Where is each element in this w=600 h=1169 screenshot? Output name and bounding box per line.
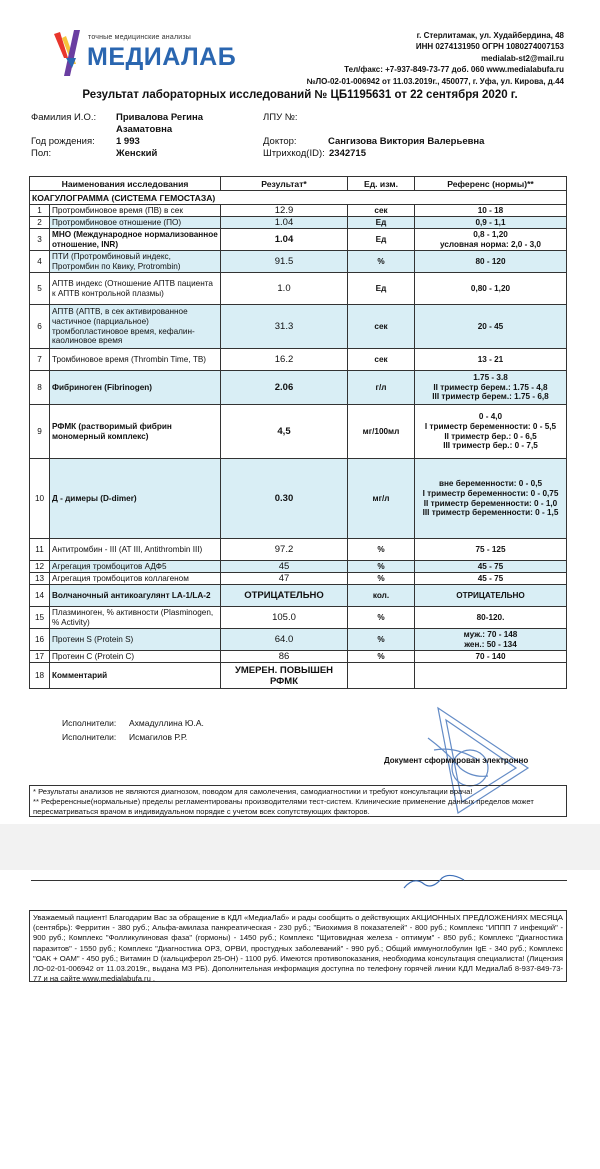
table-row	[30, 459, 567, 539]
column-header-name: Наименования исследования	[30, 177, 221, 191]
test-name: Д - димеры (D-dimer)	[50, 459, 221, 539]
test-name: АПТВ индекс (Отношение АПТВ пациента к АПТВ контрольной плазмы)	[50, 273, 221, 305]
row-number: 2	[30, 217, 50, 229]
sex-value: Женский	[116, 148, 158, 159]
test-result: 16.2	[221, 349, 348, 371]
test-reference: 0 - 4,0 I триместр беременности: 0 - 5,5 II триместр бер.: 0 - 6,5 III триместр бер.: 0 - 7,5	[415, 405, 567, 459]
test-unit: мг/100мл	[348, 405, 415, 459]
fio-value	[116, 112, 203, 136]
logo-name: МЕДИАЛАБ	[87, 43, 237, 71]
test-result: 1.04	[221, 229, 348, 251]
row-number: 8	[30, 371, 50, 405]
executor-line	[62, 716, 204, 730]
address-line: ИНН 0274131950 ОГРН 1080274007153	[415, 42, 564, 52]
table-row	[30, 349, 567, 371]
test-result: 64.0	[221, 629, 348, 651]
row-number: 6	[30, 305, 50, 349]
birth-label: Год рождения:	[31, 136, 95, 147]
test-unit: %	[348, 561, 415, 573]
test-reference: 10 - 18	[415, 205, 567, 217]
test-name: Агрегация тромбоцитов АДФ5	[50, 561, 221, 573]
test-reference: 80-120.	[415, 607, 567, 629]
footnote: * Результаты анализов не являются диагнозом, поводом для самолечения, самодиагностики и требуют консультации врача!	[33, 787, 473, 796]
table-row	[30, 585, 567, 607]
test-reference: муж.: 70 - 148 жен.: 50 - 134	[415, 629, 567, 651]
test-unit: %	[348, 573, 415, 585]
test-result: 2.06	[221, 371, 348, 405]
test-unit: %	[348, 651, 415, 663]
test-name: ПТИ (Протромбиновый индекс, Протромбин по Квику, Protrombin)	[50, 251, 221, 273]
test-result: 45	[221, 561, 348, 573]
column-header-result: Результат*	[221, 177, 348, 191]
row-number: 3	[30, 229, 50, 251]
test-name: Антитромбин - III (AT III, Antithrombin III)	[50, 539, 221, 561]
test-reference: 45 - 75	[415, 561, 567, 573]
test-reference: 0,8 - 1,20 условная норма: 2,0 - 3,0	[415, 229, 567, 251]
test-unit: кол.	[348, 585, 415, 607]
test-result: 12.9	[221, 205, 348, 217]
row-number: 9	[30, 405, 50, 459]
test-unit: Ед	[348, 273, 415, 305]
test-reference: ОТРИЦАТЕЛЬНО	[415, 585, 567, 607]
executors-label: Исполнители:	[62, 732, 117, 742]
footnote: ** Референсные(нормальные) пределы регламентированы производителями тест-систем. Клинические применение данных пределов может пересматриваться врачом в индивидуальном порядке с учетом всех сопутствующих факторов.	[33, 797, 534, 816]
test-unit: г/л	[348, 371, 415, 405]
row-number: 5	[30, 273, 50, 305]
address-line: Тел/факс: +7-937-849-73-77 доб. 060 www.medialabufa.ru	[344, 65, 564, 75]
divider-line	[31, 880, 567, 881]
logo-mark-icon	[52, 28, 86, 78]
barcode-value: 2342715	[329, 148, 366, 159]
table-row	[30, 217, 567, 229]
row-number: 10	[30, 459, 50, 539]
section-title: КОАГУЛОГРАММА (СИСТЕМА ГЕМОСТАЗА)	[30, 191, 567, 205]
fio-label: Фамилия И.О.:	[31, 112, 97, 123]
report-title: Результат лабораторных исследований № ЦБ1195631 от 22 сентября 2020 г.	[82, 89, 518, 101]
test-result: 91.5	[221, 251, 348, 273]
test-name: Протеин S (Protein S)	[50, 629, 221, 651]
table-row	[30, 561, 567, 573]
fio-value-line: Привалова Регина	[116, 112, 204, 123]
lab-address-block	[307, 30, 564, 87]
table-row	[30, 607, 567, 629]
test-result: 1.04	[221, 217, 348, 229]
signature-icon	[400, 870, 470, 894]
column-header-reference: Референс (нормы)**	[415, 177, 567, 191]
row-number: 14	[30, 585, 50, 607]
table-row	[30, 273, 567, 305]
test-reference: 20 - 45	[415, 305, 567, 349]
page-gap	[0, 824, 600, 870]
logo-tagline: точные медицинские анализы	[88, 34, 191, 41]
medialab-logo	[52, 26, 237, 86]
table-row	[30, 371, 567, 405]
test-reference: 0,80 - 1,20	[415, 273, 567, 305]
table-row	[30, 251, 567, 273]
test-result: 47	[221, 573, 348, 585]
address-line: г. Стерлитамак, ул. Худайбердина, 48	[416, 31, 564, 40]
test-reference: 45 - 75	[415, 573, 567, 585]
sex-label: Пол:	[31, 148, 52, 159]
table-header-row	[30, 177, 567, 191]
results-table	[29, 176, 567, 689]
test-name: РФМК (растворимый фибрин мономерный комплекс)	[50, 405, 221, 459]
test-name: Агрегация тромбоцитов коллагеном	[50, 573, 221, 585]
test-name: Протеин C (Protein C)	[50, 651, 221, 663]
lpu-label: ЛПУ №:	[263, 112, 298, 123]
test-name: Волчаночный антикоагулянт LA-1/LA-2	[50, 585, 221, 607]
document-note: Документ сформирован электронно	[384, 756, 529, 765]
test-name: Комментарий	[50, 663, 221, 689]
test-name: МНО (Международное нормализованное отношение, INR)	[50, 229, 221, 251]
test-unit: %	[348, 251, 415, 273]
row-number: 13	[30, 573, 50, 585]
footnotes-box	[29, 785, 567, 817]
test-name: Протромбиновое время (ПВ) в сек	[50, 205, 221, 217]
test-unit: %	[348, 539, 415, 561]
test-unit: сек	[348, 349, 415, 371]
row-number: 11	[30, 539, 50, 561]
table-row	[30, 663, 567, 689]
table-row	[30, 205, 567, 217]
executor-name: Ахмадуллина Ю.А.	[128, 718, 204, 728]
test-result: УМЕРЕН. ПОВЫШЕН РФМК	[221, 663, 348, 689]
row-number: 15	[30, 607, 50, 629]
test-name: Плазминоген, % активности (Plasminogen, % Activity)	[50, 607, 221, 629]
test-reference: 70 - 140	[415, 651, 567, 663]
test-unit: %	[348, 607, 415, 629]
test-reference: вне беременности: 0 - 0,5 I триместр беременности: 0 - 0,75 II триместр беременности: 0 - 1,0 III триместр беременности: 0 - 1,5	[415, 459, 567, 539]
table-row	[30, 539, 567, 561]
test-reference: 13 - 21	[415, 349, 567, 371]
table-row	[30, 573, 567, 585]
row-number: 16	[30, 629, 50, 651]
column-header-unit: Ед. изм.	[348, 177, 415, 191]
test-name: Протромбиновое отношение (ПО)	[50, 217, 221, 229]
test-reference: 80 - 120	[415, 251, 567, 273]
doctor-value: Сангизова Виктория Валерьевна	[328, 136, 485, 147]
address-line: №ЛО-02-01-006942 от 11.03.2019г., 450077, г. Уфа, ул. Кирова, д.44	[306, 76, 564, 86]
test-reference: 1.75 - 3.8 II триместр берем.: 1.75 - 4,8 III триместр берем.: 1.75 - 6,8	[415, 371, 567, 405]
table-row	[30, 651, 567, 663]
section-row	[30, 191, 567, 205]
table-row	[30, 305, 567, 349]
test-unit	[348, 663, 415, 689]
birth-value: 1 993	[116, 136, 140, 147]
executor-line	[62, 730, 204, 744]
test-reference: 75 - 125	[415, 539, 567, 561]
test-name: АПТВ (АПТВ, в сек активированное частичное (парциальное) тромбопластиновое время, кефалин-каолиновое время	[50, 305, 221, 349]
executors-label: Исполнители:	[62, 718, 117, 728]
test-result: ОТРИЦАТЕЛЬНО	[221, 585, 348, 607]
test-result: 97.2	[221, 539, 348, 561]
row-number: 12	[30, 561, 50, 573]
row-number: 17	[30, 651, 50, 663]
executor-name: Исмагилов Р.Р.	[128, 732, 188, 742]
test-result: 0.30	[221, 459, 348, 539]
test-unit: Ед	[348, 229, 415, 251]
promo-box: Уважаемый пациент! Благодарим Вас за обращение в КДЛ «МедиаЛаб» и рады сообщить о действующих АКЦИОННЫХ ПРЕДЛОЖЕНИЯХ МЕСЯЦА (сентябрь): Ферритин - 380 руб.; Альфа-амилаза панкреатическая - 230 руб.; "Биохимия 8 показателей" - 800 руб.; Комплекс "ИППП 7 инфекций" - 900 руб.; Комплекс "Фолликулиновая фаза" (гормоны) - 1450 руб.; Комплекс "Щитовидная железа - оптимум" - 850 руб.; Комплекс "Диагностика паразитов" - 1550 руб.; Комплекс "Диагностика ОРЗ, ОРВИ, простудных заболеваний" - 990 руб.; Общий иммуноглобулин IgE - 340 руб.; Комплекс "ОАК + ОАМ" - 450 руб.; Витамин D (кальциферол 25-ОН) - 1100 руб. Имеются противопоказания, необходима консультация специалиста! (Лицензия ЛО-02-01-006942 от 11.03.2019г., выдана МЗ РБ). Дополнительная информация доступна по телефону горячей линии КДЛ МедиаЛаб 8-937-849-73-77 и на сайте www.medialabufa.ru .	[29, 910, 567, 982]
executors-block	[62, 716, 204, 744]
test-result: 86	[221, 651, 348, 663]
table-row	[30, 405, 567, 459]
row-number: 7	[30, 349, 50, 371]
test-unit: %	[348, 629, 415, 651]
table-row	[30, 229, 567, 251]
test-name: Фибриноген (Fibrinogen)	[50, 371, 221, 405]
test-unit: Ед	[348, 217, 415, 229]
test-reference: 0,9 - 1,1	[415, 217, 567, 229]
test-result: 105.0	[221, 607, 348, 629]
test-unit: сек	[348, 205, 415, 217]
doctor-label: Доктор:	[263, 136, 297, 147]
row-number: 4	[30, 251, 50, 273]
test-unit: сек	[348, 305, 415, 349]
test-unit: мг/л	[348, 459, 415, 539]
fio-value-line: Азаматовна	[116, 124, 173, 135]
test-result: 1.0	[221, 273, 348, 305]
test-result: 4,5	[221, 405, 348, 459]
test-reference	[415, 663, 567, 689]
row-number: 1	[30, 205, 50, 217]
row-number: 18	[30, 663, 50, 689]
barcode-label: Штрихкод(ID):	[263, 148, 325, 159]
table-row	[30, 629, 567, 651]
address-line: medialab-st2@mail.ru	[481, 53, 564, 63]
test-result: 31.3	[221, 305, 348, 349]
test-name: Тромбиновое время (Thrombin Time, ТВ)	[50, 349, 221, 371]
